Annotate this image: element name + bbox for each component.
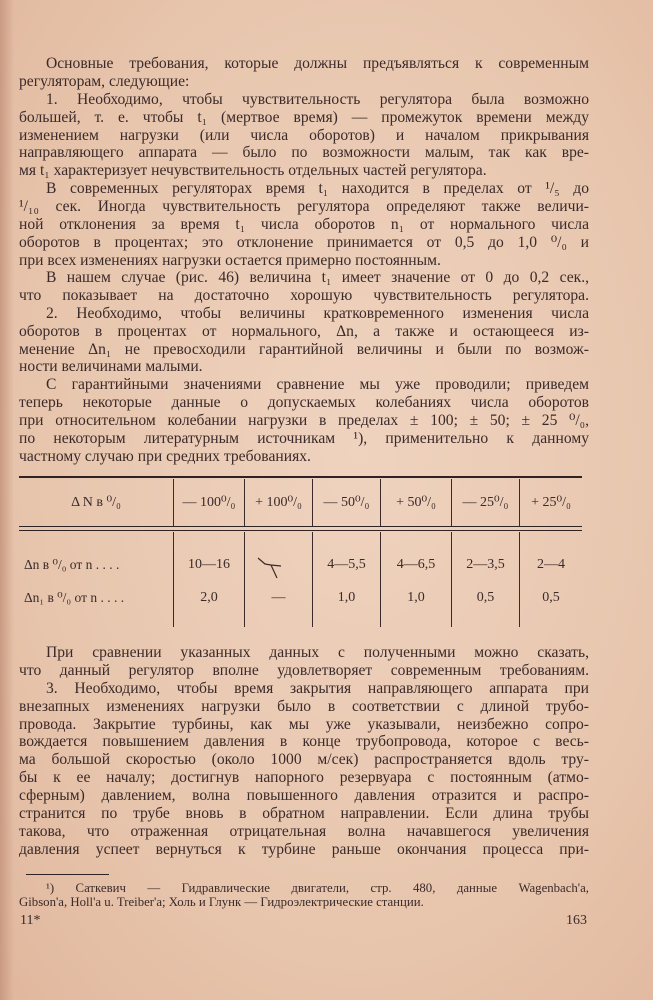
text-line: по некоторым литературным источникам ¹), применительно к данному	[19, 430, 589, 448]
text-line: провода. Закрытие турбины, как мы уже указывали, неизбежно сопро-	[19, 715, 589, 733]
text-line: такова, что отраженная отрицательная волна начавшегося увеличения	[19, 822, 589, 840]
table-cell: 1,0	[407, 590, 425, 605]
text-line: изменением нагрузки (или числа оборотов) и началом прикрывания	[19, 126, 589, 144]
column-divider	[451, 532, 452, 627]
table-cell: 4—5,5	[327, 557, 366, 572]
column-divider	[244, 532, 245, 627]
footnote	[19, 881, 589, 909]
table-column-header: — 100⁰/₀	[182, 495, 236, 510]
footnote-line: Gibson'a, Holl'a u. Treiber'a; Холь и Глунк — Гидроэлектрические станции.	[19, 895, 424, 909]
text-block-requirements	[19, 55, 589, 270]
text-line: внезапных изменениях нагрузки было в соответствии с длиной трубо-	[19, 697, 589, 715]
text-line: менение Δn₁ не превосходили гарантийной величины и были по возмож-	[19, 340, 589, 358]
text-line: оборотов в процентах; это отклонение принимается от 0,5 до 1,0 ⁰/₀ и	[19, 233, 589, 251]
table-row-label: Δn в ⁰/₀ от n . . . .	[24, 557, 120, 572]
page-edge-shadow	[0, 0, 14, 1000]
footnote-line: ¹) Саткевич — Гидравлические двигатели, стр. 480, данные Wagenbach'a,	[46, 881, 589, 895]
column-divider	[519, 532, 520, 627]
text-line: большей, т. е. чтобы t₁ (мертвое время) — промежуток времени между	[19, 108, 589, 126]
text-line: частному случаю при средних требованиях.	[19, 447, 311, 465]
text-line: ма большой скоростью (около 1000 м/сек) распространяется вдоль тру-	[19, 751, 589, 769]
text-line: оборотов в процентах от нормального, Δn, а также и остающееся из-	[19, 322, 589, 340]
text-line: что данный регулятор вполне удовлетворяет современным требованиям.	[19, 661, 589, 679]
text-line: вождается повышением давления в конце трубопровода, которое с весь-	[19, 733, 589, 751]
pen-scribble-mark	[255, 554, 295, 584]
text-line: что показывает на достаточно хорошую чувствительность регулятора.	[19, 286, 589, 304]
table-top-rule	[19, 476, 582, 478]
table-row-label: Δn₁ в ⁰/₀ от n . . . .	[24, 590, 125, 605]
text-line: мя t₁ характеризует нечувствительность отдельных частей регулятора.	[19, 162, 487, 180]
table-cell: 10—16	[188, 557, 230, 572]
text-block-sensitivity	[19, 269, 589, 466]
table-cell: 0,5	[542, 590, 560, 605]
text-line: регуляторам, следующие:	[19, 72, 190, 90]
table-header-rule	[19, 526, 582, 527]
text-line: ности величинами малыми.	[19, 358, 203, 376]
page-number: 163	[566, 913, 587, 928]
table-cell: 0,5	[476, 590, 495, 605]
text-line: при относительном колебании нагрузки в пределах ± 100; ± 50; ± 25 ⁰/₀,	[19, 412, 589, 430]
table-cell: 2—3,5	[466, 557, 505, 572]
text-line: В нашем случае (рис. 46) величина t₁ имеет значение от 0 до 0,2 сек.,	[46, 269, 589, 286]
text-line: ной отклонения за время t₁ числа оборотов n₁ от нормального числа	[19, 216, 589, 234]
text-line: сферным) давлением, волна повышенного давления отразится и распро-	[19, 787, 589, 805]
signature-mark: 11*	[20, 913, 41, 928]
text-block-closing-time	[19, 644, 589, 859]
table-column-header: — 50⁰/₀	[323, 495, 370, 510]
table-column-header: + 50⁰/₀	[396, 495, 436, 510]
text-line: 3. Необходимо, чтобы время закрытия направляющего аппарата при	[46, 679, 589, 697]
text-line: Основные требования, которые должны предъявляться к современным	[46, 55, 589, 72]
column-divider	[312, 532, 313, 627]
text-line: При сравнении указанных данных с полученными можно сказать,	[46, 644, 589, 661]
text-line: ¹/₁₀ сек. Иногда чувствительность регулятора определяют также величи-	[19, 198, 589, 216]
text-line: направляющего аппарата — было по возможности малым, так как вре-	[19, 144, 589, 162]
text-line: В современных регуляторах время t₁ находится в пределах от ¹/₅ до	[46, 180, 589, 198]
table-column-header: + 25⁰/₀	[531, 495, 571, 510]
table-cell: 2—4	[537, 557, 565, 572]
table-column-header: + 100⁰/₀	[255, 495, 302, 510]
table-header-label: Δ N в ⁰/₀	[71, 495, 121, 510]
text-line: теперь некоторые данные о допускаемых колебаниях числа оборотов	[19, 394, 589, 412]
table-cell: 1,0	[337, 590, 356, 605]
table-cell: 4—6,5	[396, 557, 436, 572]
column-divider	[380, 532, 381, 627]
text-line: давления успеет вернуться к турбине раньше окончания процесса при-	[19, 840, 589, 858]
text-line: 1. Необходимо, чтобы чувствительность регулятора была возможно	[46, 90, 589, 108]
text-line: С гарантийными значениями сравнение мы уже проводили; приведем	[46, 376, 589, 394]
text-line: при всех изменениях нагрузки остается примерно постоянным.	[19, 251, 441, 269]
table-header-rule	[19, 530, 582, 531]
text-line: бы к ее началу; достигнув напорного резервуара с постоянным (атмо-	[19, 769, 589, 787]
table-cell: —	[271, 590, 286, 605]
table-cell: 2,0	[200, 590, 218, 605]
column-divider	[173, 532, 174, 627]
text-line: странится по трубе вновь в обратном направлении. Если длина трубы	[19, 805, 589, 823]
footnote-rule	[26, 874, 109, 875]
table-column-header: — 25⁰/₀	[462, 495, 509, 510]
text-line: 2. Необходимо, чтобы величины кратковременного изменения числа	[46, 304, 589, 322]
